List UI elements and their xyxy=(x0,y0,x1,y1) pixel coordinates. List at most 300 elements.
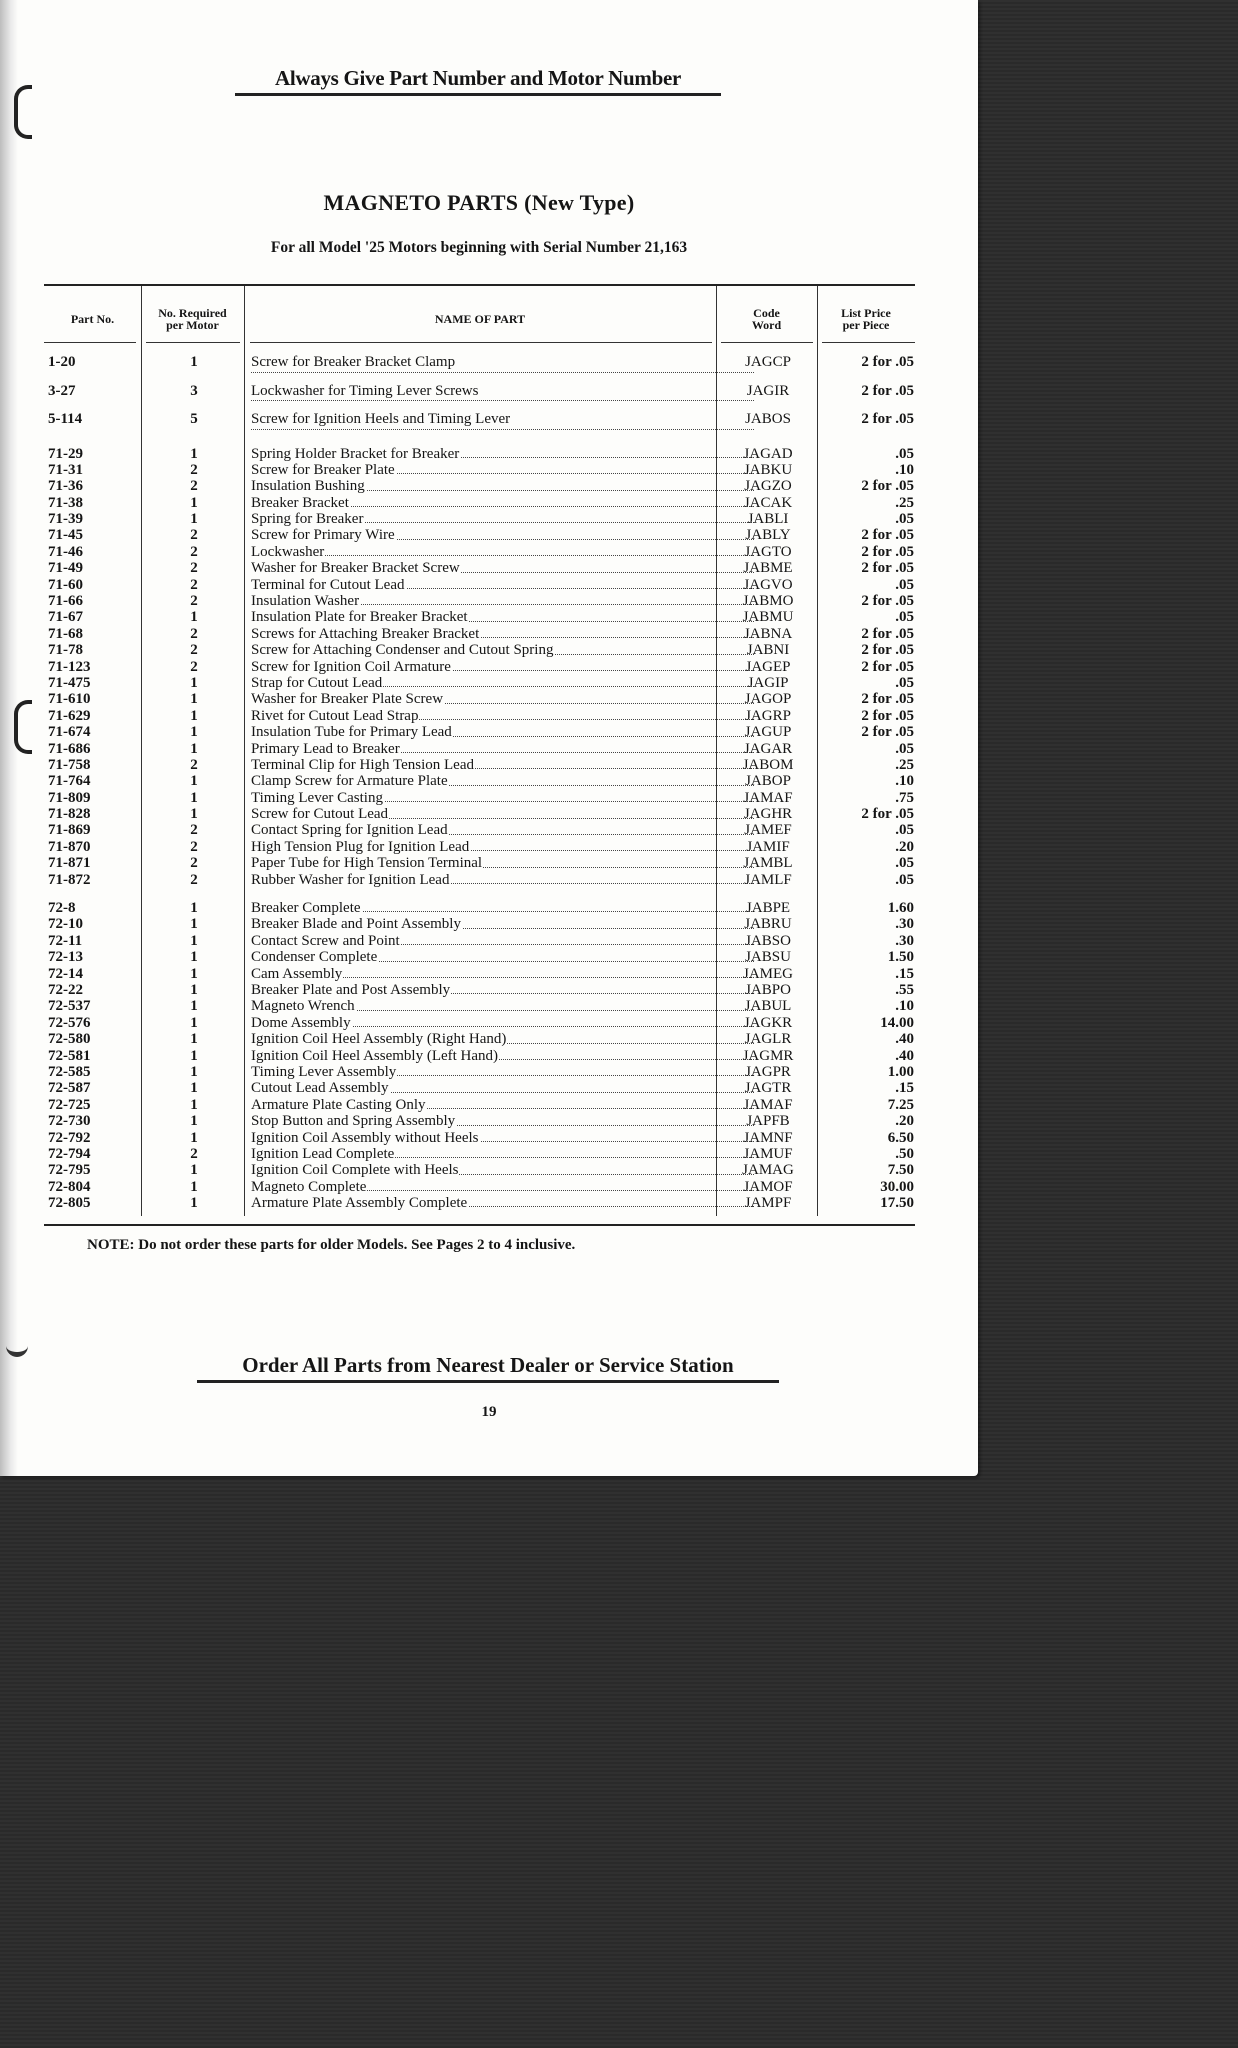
quantity-required: 1 xyxy=(190,1031,198,1048)
quantity-required: 1 xyxy=(190,900,198,917)
code-word: JABLY xyxy=(745,527,791,544)
quantity-required: 2 xyxy=(190,625,198,642)
part-number: 71-123 xyxy=(48,658,91,675)
list-price: 2 for .05 xyxy=(861,543,914,560)
part-name xyxy=(251,495,756,511)
part-name-label: Timing Lever Assembly xyxy=(251,1063,397,1080)
part-name xyxy=(251,1080,756,1096)
part-name xyxy=(251,949,756,965)
list-price: .40 xyxy=(895,1047,914,1064)
quantity-required: 1 xyxy=(190,1096,198,1113)
table-row xyxy=(44,495,915,511)
part-number: 71-870 xyxy=(48,838,91,855)
code-word: JABRU xyxy=(744,916,792,933)
list-price: .30 xyxy=(895,916,914,933)
part-name-label: Screw for Breaker Plate xyxy=(251,461,395,478)
part-number: 71-871 xyxy=(48,855,91,872)
code-word: JABOM xyxy=(742,756,794,773)
part-name-label: Insulation Washer xyxy=(251,593,360,610)
part-name-label: Washer for Breaker Plate Screw xyxy=(251,691,444,708)
part-name-label: Clamp Screw for Armature Plate xyxy=(251,773,448,790)
part-name-label: Condenser Complete xyxy=(251,949,378,966)
list-price: .05 xyxy=(895,445,914,462)
part-number: 71-475 xyxy=(48,674,91,691)
quantity-required: 1 xyxy=(190,1014,198,1031)
table-row xyxy=(44,642,915,658)
quantity-required: 2 xyxy=(190,576,198,593)
part-number: 71-68 xyxy=(48,625,83,642)
quantity-required: 2 xyxy=(190,560,198,577)
part-name-label: Screw for Primary Wire xyxy=(251,527,395,544)
part-name-label: Screw for Ignition Heels and Timing Lever xyxy=(251,411,511,427)
list-price: .55 xyxy=(895,982,914,998)
table-row xyxy=(44,773,915,789)
quantity-required: 1 xyxy=(190,1047,198,1064)
list-price: .10 xyxy=(895,773,914,790)
table-row xyxy=(44,708,915,724)
part-name-label: Insulation Bushing xyxy=(251,478,365,495)
part-name xyxy=(251,560,756,576)
part-number: 72-587 xyxy=(48,1080,91,1097)
part-name xyxy=(251,1130,756,1146)
part-name xyxy=(251,446,756,462)
list-price: 7.50 xyxy=(887,1162,914,1179)
list-price: .05 xyxy=(895,855,914,872)
code-word: JAGMR xyxy=(742,1047,794,1064)
list-price: .25 xyxy=(895,494,914,511)
table-row xyxy=(44,1130,915,1146)
table-row xyxy=(44,839,915,855)
part-name-label: Spring for Breaker xyxy=(251,511,364,528)
part-name xyxy=(251,1064,756,1080)
part-number: 71-31 xyxy=(48,461,83,478)
header-part-no xyxy=(44,298,141,340)
code-word: JAGAD xyxy=(743,445,793,462)
code-word: JAGTR xyxy=(744,1080,792,1097)
top-heading: Always Give Part Number and Motor Number xyxy=(235,66,721,96)
table-row xyxy=(44,916,915,932)
list-price: 2 for .05 xyxy=(861,707,914,724)
table-row xyxy=(44,790,915,806)
part-name xyxy=(251,966,756,982)
header-rule xyxy=(44,342,136,343)
quantity-required: 1 xyxy=(190,1063,198,1080)
part-name xyxy=(251,839,756,855)
quantity-required: 2 xyxy=(190,855,198,872)
list-price: 1.50 xyxy=(887,949,914,966)
list-price: .05 xyxy=(895,740,914,757)
code-word: JABME xyxy=(743,560,793,577)
part-name xyxy=(251,1146,756,1162)
header-qty-line1: No. Required xyxy=(158,306,227,320)
part-number: 72-22 xyxy=(48,982,83,998)
part-name-label: Breaker Bracket xyxy=(251,494,349,511)
part-number: 71-872 xyxy=(48,871,91,888)
page-subtitle: For all Model '25 Motors beginning with Serial Number 21,163 xyxy=(270,239,688,256)
code-word: JAMEF xyxy=(744,822,792,839)
list-price: 2 for .05 xyxy=(861,593,914,610)
quantity-required: 1 xyxy=(190,1113,198,1130)
code-word: JAGVO xyxy=(743,576,793,593)
header-code-line2: Word xyxy=(751,318,782,332)
part-number: 71-828 xyxy=(48,806,91,823)
part-name-label: Cutout Lead Assembly xyxy=(251,1080,389,1097)
part-number: 72-795 xyxy=(48,1162,91,1179)
header-rule xyxy=(721,342,813,343)
part-number: 71-764 xyxy=(48,773,91,790)
table-row xyxy=(44,609,915,625)
part-number: 71-67 xyxy=(48,609,83,626)
part-name xyxy=(251,405,756,434)
part-number: 71-39 xyxy=(48,511,83,528)
code-word: JAMIF xyxy=(746,838,790,855)
part-number: 71-758 xyxy=(48,756,91,773)
header-code-line1: Code xyxy=(753,306,780,320)
table-row xyxy=(44,405,915,434)
part-name-label: Terminal Clip for High Tension Lead xyxy=(251,756,474,773)
part-number: 72-576 xyxy=(48,1014,91,1031)
list-price: 2 for .05 xyxy=(861,625,914,642)
binder-hole-icon xyxy=(6,1338,28,1357)
list-price: .20 xyxy=(895,838,914,855)
part-name-label: Screw for Ignition Coil Armature xyxy=(251,658,451,675)
list-price: .75 xyxy=(895,789,914,806)
part-number: 1-20 xyxy=(48,354,76,370)
part-number: 72-10 xyxy=(48,916,83,933)
table-row xyxy=(44,446,915,462)
part-name-label: Screw for Cutout Lead xyxy=(251,806,389,823)
list-price: 2 for .05 xyxy=(861,382,914,399)
code-word: JAGOP xyxy=(744,691,792,708)
list-price: 2 for .05 xyxy=(861,560,914,577)
quantity-required: 1 xyxy=(190,354,198,370)
part-name xyxy=(251,1162,756,1178)
code-word: JABKU xyxy=(743,461,793,478)
table-row xyxy=(44,1195,915,1211)
part-number: 72-11 xyxy=(48,932,83,949)
part-name-label: Spring Holder Bracket for Breaker xyxy=(251,445,460,462)
part-name xyxy=(251,1097,756,1113)
part-name-label: Insulation Plate for Breaker Bracket xyxy=(251,609,468,626)
part-name xyxy=(251,544,756,560)
part-number: 72-804 xyxy=(48,1178,91,1195)
part-number: 71-78 xyxy=(48,642,83,659)
code-word: JABPE xyxy=(745,900,791,917)
part-number: 71-45 xyxy=(48,527,83,544)
list-price: .05 xyxy=(895,609,914,626)
header-name-label: NAME OF PART xyxy=(434,312,526,326)
part-name-label: Magneto Complete xyxy=(251,1178,367,1195)
table-row xyxy=(44,675,915,691)
header-price-line1: List Price xyxy=(841,306,891,320)
part-name xyxy=(251,773,756,789)
table-row xyxy=(44,806,915,822)
quantity-required: 1 xyxy=(190,511,198,528)
list-price: 14.00 xyxy=(880,1014,914,1031)
code-word: JAGIR xyxy=(746,382,790,399)
part-name xyxy=(251,900,756,916)
table-row xyxy=(44,691,915,707)
part-name-label: High Tension Plug for Ignition Lead xyxy=(251,838,470,855)
part-number: 71-36 xyxy=(48,478,83,495)
quantity-required: 2 xyxy=(190,871,198,888)
quantity-required: 1 xyxy=(190,1129,198,1146)
part-name-label: Magneto Wrench xyxy=(251,998,355,1015)
part-name-label: Lockwasher xyxy=(251,543,325,560)
part-name xyxy=(251,998,756,1014)
header-code xyxy=(716,298,817,340)
part-name-label: Timing Lever Casting xyxy=(251,789,383,806)
part-name xyxy=(251,348,756,377)
part-number: 71-809 xyxy=(48,789,91,806)
part-name xyxy=(251,757,756,773)
table-row xyxy=(44,348,915,377)
part-name-label: Ignition Lead Complete xyxy=(251,1145,395,1162)
code-word: JAGLR xyxy=(744,1031,792,1048)
table-row xyxy=(44,982,915,998)
quantity-required: 2 xyxy=(190,1145,198,1162)
quantity-required: 1 xyxy=(190,1178,198,1195)
code-word: JABNI xyxy=(746,642,790,659)
table-row xyxy=(44,949,915,965)
part-number: 71-29 xyxy=(48,445,83,462)
part-name xyxy=(251,790,756,806)
part-name-label: Screws for Attaching Breaker Bracket xyxy=(251,625,480,642)
part-name-label: Paper Tube for High Tension Terminal xyxy=(251,855,483,872)
quantity-required: 1 xyxy=(190,916,198,933)
part-number: 72-585 xyxy=(48,1063,91,1080)
code-word: JAGTO xyxy=(744,543,792,560)
code-word: JABOS xyxy=(745,411,791,427)
quantity-required: 2 xyxy=(190,527,198,544)
table-row xyxy=(44,855,915,871)
code-word: JAMAF xyxy=(743,1096,793,1113)
table-row xyxy=(44,1097,915,1113)
part-name-label: Primary Lead to Breaker xyxy=(251,740,400,757)
list-price: 1.00 xyxy=(887,1063,914,1080)
quantity-required: 3 xyxy=(190,382,198,399)
table-row xyxy=(44,872,915,888)
part-name xyxy=(251,1113,756,1129)
code-word: JAMLF xyxy=(744,871,792,888)
quantity-required: 1 xyxy=(190,707,198,724)
table-row xyxy=(44,822,915,838)
code-word: JABNA xyxy=(743,625,793,642)
quantity-required: 1 xyxy=(190,691,198,708)
list-price: 2 for .05 xyxy=(861,411,914,427)
code-word: JAMAG xyxy=(742,1162,794,1179)
part-name-label: Stop Button and Spring Assembly xyxy=(251,1113,456,1130)
header-rule xyxy=(250,342,712,343)
list-price: 2 for .05 xyxy=(861,642,914,659)
table-row xyxy=(44,478,915,494)
table-row xyxy=(44,377,915,406)
quantity-required: 1 xyxy=(190,949,198,966)
part-name-label: Breaker Blade and Point Assembly xyxy=(251,916,461,933)
part-number: 71-38 xyxy=(48,494,83,511)
part-number: 72-8 xyxy=(48,900,76,917)
code-word: JAGCP xyxy=(745,354,791,370)
part-name xyxy=(251,462,756,478)
code-word: JAMBL xyxy=(743,855,793,872)
part-number: 72-580 xyxy=(48,1031,91,1048)
table-row xyxy=(44,1064,915,1080)
part-number: 3-27 xyxy=(48,382,76,399)
part-name xyxy=(251,593,756,609)
table-row xyxy=(44,1146,915,1162)
quantity-required: 1 xyxy=(190,740,198,757)
table-row xyxy=(44,1048,915,1064)
part-name xyxy=(251,982,756,998)
list-price: .05 xyxy=(895,674,914,691)
table-body xyxy=(44,348,915,1211)
part-number: 72-805 xyxy=(48,1195,91,1212)
table-row xyxy=(44,659,915,675)
part-name-label: Ignition Coil Heel Assembly (Right Hand) xyxy=(251,1031,507,1048)
part-name-label: Screw for Breaker Bracket Clamp xyxy=(251,354,456,370)
part-number: 72-792 xyxy=(48,1129,91,1146)
list-price: 17.50 xyxy=(880,1195,914,1212)
quantity-required: 2 xyxy=(190,838,198,855)
header-name xyxy=(244,298,716,340)
part-name xyxy=(251,724,756,740)
code-word: JABUL xyxy=(744,998,792,1015)
list-price: .05 xyxy=(895,871,914,888)
table-row xyxy=(44,724,915,740)
list-price: .20 xyxy=(895,1113,914,1130)
header-price-line2: per Piece xyxy=(842,318,890,332)
part-name xyxy=(251,708,756,724)
table-row xyxy=(44,462,915,478)
table-row xyxy=(44,966,915,982)
table-row xyxy=(44,626,915,642)
code-word: JAMNF xyxy=(743,1129,793,1146)
quantity-required: 1 xyxy=(190,773,198,790)
part-name xyxy=(251,675,756,691)
list-price: 2 for .05 xyxy=(861,658,914,675)
part-number: 72-794 xyxy=(48,1145,91,1162)
part-name-label: Ignition Coil Assembly without Heels xyxy=(251,1129,479,1146)
header-rule xyxy=(822,342,915,343)
code-word: JAGIP xyxy=(747,674,789,691)
table-row xyxy=(44,900,915,916)
table-row xyxy=(44,560,915,576)
list-price: 2 for .05 xyxy=(861,691,914,708)
part-name xyxy=(251,741,756,757)
part-name-label: Breaker Plate and Post Assembly xyxy=(251,982,451,998)
part-name-label: Rubber Washer for Ignition Lead xyxy=(251,871,450,888)
part-name-label: Cam Assembly xyxy=(251,965,343,982)
quantity-required: 1 xyxy=(190,789,198,806)
part-name-label: Dome Assembly xyxy=(251,1014,351,1031)
code-word: JACAK xyxy=(743,494,793,511)
table-row xyxy=(44,933,915,949)
quantity-required: 1 xyxy=(190,494,198,511)
part-name-label: Insulation Tube for Primary Lead xyxy=(251,724,452,741)
code-word: JAGPR xyxy=(745,1063,791,1080)
list-price: .05 xyxy=(895,576,914,593)
part-number: 71-49 xyxy=(48,560,83,577)
part-name xyxy=(251,1048,756,1064)
code-word: JABOP xyxy=(745,773,791,790)
part-name-label: Washer for Breaker Bracket Screw xyxy=(251,560,460,577)
code-word: JAGAR xyxy=(743,740,793,757)
part-name xyxy=(251,377,756,406)
table-row xyxy=(44,593,915,609)
list-price: 1.60 xyxy=(887,900,914,917)
part-number: 71-60 xyxy=(48,576,83,593)
quantity-required: 5 xyxy=(190,411,198,427)
quantity-required: 2 xyxy=(190,658,198,675)
list-price: .15 xyxy=(895,965,914,982)
quantity-required: 2 xyxy=(190,593,198,610)
part-name xyxy=(251,855,756,871)
part-name-label: Rivet for Cutout Lead Strap xyxy=(251,707,419,724)
code-word: JABSO xyxy=(745,932,791,949)
header-rule xyxy=(146,342,240,343)
table-row xyxy=(44,511,915,527)
code-word: JABLI xyxy=(747,511,789,528)
part-number: 72-537 xyxy=(48,998,91,1015)
part-name xyxy=(251,822,756,838)
list-price: .10 xyxy=(895,461,914,478)
part-number: 72-581 xyxy=(48,1047,91,1064)
part-name-label: Terminal for Cutout Lead xyxy=(251,576,405,593)
code-word: JAPFB xyxy=(746,1113,790,1130)
code-word: JABMO xyxy=(742,593,794,610)
list-price: .05 xyxy=(895,511,914,528)
code-word: JAMAF xyxy=(743,789,793,806)
header-qty-line2: per Motor xyxy=(166,318,219,332)
list-price: .30 xyxy=(895,932,914,949)
part-name-label: Ignition Coil Heel Assembly (Left Hand) xyxy=(251,1047,499,1064)
part-name-label: Ignition Coil Complete with Heels xyxy=(251,1162,459,1179)
part-name xyxy=(251,626,756,642)
code-word: JAGZO xyxy=(744,478,792,495)
part-name-label: Contact Spring for Ignition Lead xyxy=(251,822,448,839)
part-name xyxy=(251,806,756,822)
code-word: JAGUP xyxy=(744,724,792,741)
quantity-required: 2 xyxy=(190,642,198,659)
table-row xyxy=(44,1080,915,1096)
list-price: .05 xyxy=(895,822,914,839)
part-name xyxy=(251,1195,756,1211)
table-row xyxy=(44,1179,915,1195)
quantity-required: 2 xyxy=(190,543,198,560)
quantity-required: 1 xyxy=(190,1080,198,1097)
part-name-label: Lockwasher for Timing Lever Screws xyxy=(251,382,479,399)
table-bottom-rule xyxy=(44,1224,915,1226)
list-price: 2 for .05 xyxy=(861,354,914,370)
header-part-no-label: Part No. xyxy=(70,312,115,326)
list-price: 6.50 xyxy=(887,1129,914,1146)
part-number: 72-14 xyxy=(48,965,83,982)
quantity-required: 2 xyxy=(190,756,198,773)
code-word: JAGEP xyxy=(745,658,791,675)
list-price: 30.00 xyxy=(880,1178,914,1195)
quantity-required: 1 xyxy=(190,982,198,998)
table-row xyxy=(44,757,915,773)
part-name xyxy=(251,1015,756,1031)
part-name-label: Contact Screw and Point xyxy=(251,932,400,949)
part-name xyxy=(251,527,756,543)
part-name xyxy=(251,511,756,527)
code-word: JABPO xyxy=(745,982,791,998)
quantity-required: 1 xyxy=(190,609,198,626)
table-row xyxy=(44,577,915,593)
list-price: .50 xyxy=(895,1145,914,1162)
code-word: JAMEG xyxy=(742,965,793,982)
